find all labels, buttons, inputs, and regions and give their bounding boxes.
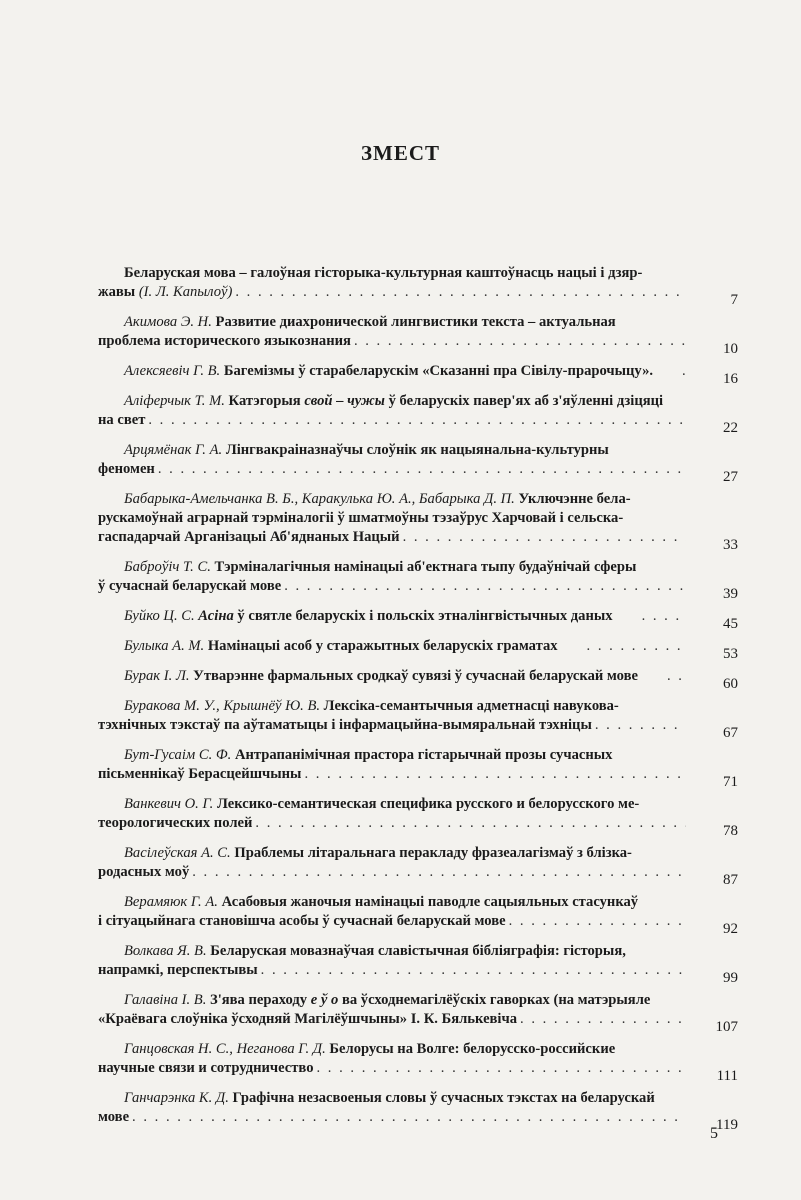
toc-entry[interactable] xyxy=(98,991,738,1035)
entry-title-line: Асабовыя жаночыя намінацыі паводле сацыяльных стасункаў xyxy=(217,894,639,910)
entry-author: Ванкевич О. Г. xyxy=(124,796,214,812)
entry-author: Галавіна І. В. xyxy=(124,992,207,1008)
leader-dots xyxy=(520,1010,686,1029)
entry-author: Васілеўская А. С. xyxy=(124,845,231,861)
toc-entry[interactable] xyxy=(98,942,738,986)
entry-title-line: Праблемы літаральнага перакладу фразеалагізмаў з блізка- xyxy=(230,845,632,861)
leader-dots xyxy=(132,1108,686,1127)
page-number: 7 xyxy=(730,292,738,308)
entry-title-line: Развитие диахронической лингвистики текста – актуальная xyxy=(211,314,616,330)
toc-entry[interactable] xyxy=(98,795,738,839)
entry-author: Булыка А. М. xyxy=(124,638,205,654)
entry-title-line: Утварэнне фармальных сродкаў сувязі ў сучаснай беларускай мове xyxy=(189,668,638,684)
leader-dots xyxy=(403,528,686,547)
entry-title-line: Лексико-семантическая специфика русского и белорусского ме- xyxy=(213,796,640,812)
toc-entry[interactable] xyxy=(98,1089,738,1133)
entry-title-line: рускамоўнай аграрнай тэрміналогіі ў шматмоўны тэзаўрус Харчовай і сельска- xyxy=(98,510,624,526)
page-number: 16 xyxy=(723,371,738,387)
page-number: 39 xyxy=(723,586,738,602)
page-number: 99 xyxy=(723,970,738,986)
entry-title-line: Уключэнне бела- xyxy=(514,491,631,507)
entry-author: Бурак І. Л. xyxy=(124,668,190,684)
entry-author: Аліферчык Т. М. xyxy=(124,393,225,409)
entry-title-line: гаспадарчай Арганізацыі Аб'яднаных Нацый xyxy=(98,529,400,545)
entry-title-line: тэхнічных тэкстаў па аўтаматыцы і інфармацыйна-вымяральнай тэхніцы xyxy=(98,717,592,733)
toc-entry[interactable] xyxy=(98,607,738,632)
entry-title-line: теорологических полей xyxy=(98,815,253,831)
page-number: 71 xyxy=(723,774,738,790)
toc-entry[interactable] xyxy=(98,313,738,357)
entry-title-line: жавы xyxy=(98,284,139,300)
entry-author: (І. Л. Капылоў) xyxy=(138,284,233,300)
toc-entry[interactable] xyxy=(98,558,738,602)
leader-dots xyxy=(354,332,686,351)
toc-entry[interactable] xyxy=(98,667,738,692)
entry-title-line: родасных моў xyxy=(98,864,190,880)
toc-entry[interactable] xyxy=(98,1040,738,1084)
entry-author: Буракова М. У., Крышнёў Ю. В. xyxy=(124,698,321,714)
leader-dots xyxy=(235,283,686,302)
leader-dots xyxy=(641,667,686,686)
leader-dots xyxy=(595,716,686,735)
leader-dots xyxy=(261,961,686,980)
toc-entry[interactable] xyxy=(98,893,738,937)
entry-author: Бабарыка-Амельчанка В. Б., Каракулька Ю. А., Бабарыка Д. П. xyxy=(124,491,515,507)
entry-author: Бут-Гусаім С. Ф. xyxy=(124,747,232,763)
entry-title-line: феномен xyxy=(98,461,155,477)
entry-author: Волкава Я. В. xyxy=(124,943,207,959)
leader-dots xyxy=(509,912,686,931)
toc-entry[interactable] xyxy=(98,490,738,553)
toc-entry[interactable] xyxy=(98,264,738,308)
entry-author: Ганчарэнка К. Д. xyxy=(124,1090,229,1106)
toc-entry[interactable] xyxy=(98,844,738,888)
leader-dots xyxy=(158,460,686,479)
leader-dots xyxy=(561,637,686,656)
entry-title-line: на свет xyxy=(98,412,146,428)
page-number: 45 xyxy=(723,616,738,632)
entry-title-line: Беларуская мова – галоўная гісторыка-культурная каштоўнасць нацыі і дзяр- xyxy=(124,265,643,281)
entry-title-line: Багемізмы ў старабеларускім «Сказанні пра Сівілу-прарочыцу». xyxy=(220,363,654,379)
entry-title-emphasis: Асіна xyxy=(198,608,234,624)
entry-author: Акимова Э. Н. xyxy=(124,314,212,330)
toc-entry[interactable] xyxy=(98,746,738,790)
leader-dots xyxy=(255,814,686,833)
page-number: 78 xyxy=(723,823,738,839)
folio-page-number: 5 xyxy=(710,1125,718,1142)
page-number: 119 xyxy=(716,1117,738,1133)
entry-title-line: Антрапанімічная прастора гістарычнай прозы сучасных xyxy=(231,747,613,763)
entry-title-line: З'ява пераходу xyxy=(206,992,311,1008)
page-number: 33 xyxy=(723,537,738,553)
entry-title-emphasis: е ў о xyxy=(310,992,339,1008)
entry-author: Баброўіч Т. С. xyxy=(124,559,211,575)
entry-title-line: Тэрміналагічныя намінацыі аб'ектнага тыпу будаўнічай сферы xyxy=(210,559,637,575)
entry-title-emphasis: свой – чужы xyxy=(304,393,385,409)
entry-title-line: ва ўсходнемагілёўскіх гаворках (на матэрыяле xyxy=(338,992,651,1008)
page-number: 67 xyxy=(723,725,738,741)
page-number: 27 xyxy=(723,469,738,485)
page-title: ЗМЕСТ xyxy=(360,141,441,165)
leader-dots xyxy=(192,863,686,882)
leader-dots xyxy=(656,362,686,381)
entry-title-line: Лексіка-семантычныя адметнасці навукова- xyxy=(320,698,619,714)
entry-title-line: ў беларускіх павер'ях аб з'яўленні дзіцяці xyxy=(384,393,664,409)
table-of-contents xyxy=(98,264,738,1138)
leader-dots xyxy=(284,577,686,596)
page-number: 87 xyxy=(723,872,738,888)
entry-title-line: ў святле беларускіх і польскіх этналінгвістычных даных xyxy=(233,608,613,624)
toc-entry[interactable] xyxy=(98,697,738,741)
leader-dots xyxy=(148,411,686,430)
entry-title-line: мове xyxy=(98,1109,130,1125)
leader-dots xyxy=(304,765,686,784)
entry-title-line: ў сучаснай беларускай мове xyxy=(98,578,282,594)
entry-author: Арцямёнак Г. А. xyxy=(124,442,223,458)
entry-author: Ганцовская Н. С., Неганова Г. Д. xyxy=(124,1041,326,1057)
toc-entry[interactable] xyxy=(98,362,738,387)
entry-author: Алексяевіч Г. В. xyxy=(124,363,221,379)
entry-title-line: Беларуская мовазнаўчая славістычная бібліяграфія: гісторыя, xyxy=(206,943,626,959)
entry-author: Буйко Ц. С. xyxy=(124,608,195,624)
page-number: 92 xyxy=(723,921,738,937)
page-number: 53 xyxy=(723,646,738,662)
leader-dots xyxy=(317,1059,687,1078)
toc-entry[interactable] xyxy=(98,441,738,485)
page-number: 22 xyxy=(723,420,738,436)
entry-title-line: Катэгорыя xyxy=(224,393,305,409)
toc-entry[interactable] xyxy=(98,637,738,662)
entry-title-line: напрамкі, перспектывы xyxy=(98,962,258,978)
entry-title-line: Белорусы на Волге: белорусско-российские xyxy=(325,1041,616,1057)
page-number: 10 xyxy=(723,341,738,357)
page-number: 60 xyxy=(723,676,738,692)
entry-title-line: пісьменнікаў Берасцейшчыны xyxy=(98,766,302,782)
leader-dots xyxy=(616,607,686,626)
entry-title-line: Графічна незасвоеныя словы ў сучасных тэкстах на беларускай xyxy=(228,1090,655,1106)
entry-title-line: научные связи и сотрудничество xyxy=(98,1060,314,1076)
page-number: 107 xyxy=(715,1019,738,1035)
page-number: 111 xyxy=(716,1068,738,1084)
entry-title-line: Лінгвакраіназнаўчы слоўнік як нацыянальна-культурны xyxy=(222,442,609,458)
entry-title-line: «Краёвага слоўніка ўсходняй Магілёўшчыны» І. К. Бялькевіча xyxy=(98,1011,518,1027)
toc-entry[interactable] xyxy=(98,392,738,436)
entry-author: Верамяюк Г. А. xyxy=(124,894,218,910)
entry-title-line: проблема исторического языкознания xyxy=(98,333,351,349)
entry-title-line: і сітуацыйнага становішча асобы ў сучаснай беларускай мове xyxy=(98,913,506,929)
entry-title-line: Намінацыі асоб у старажытных беларускіх граматах xyxy=(204,638,558,654)
